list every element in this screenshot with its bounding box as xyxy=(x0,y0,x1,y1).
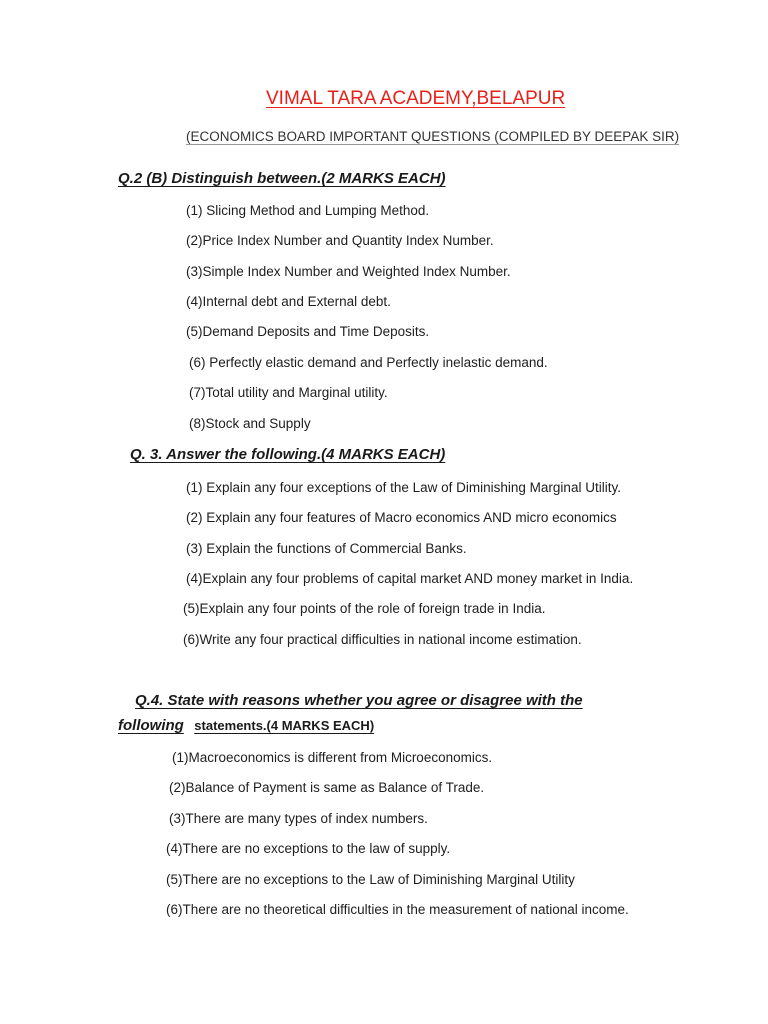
q3-item-2: (2) Explain any four features of Macro economics AND micro economics xyxy=(186,510,617,525)
q4-item-4: (4)There are no exceptions to the law of supply. xyxy=(166,841,451,856)
q2-item-2: (2)Price Index Number and Quantity Index Number. xyxy=(186,233,494,248)
q4-item-5: (5)There are no exceptions to the Law of Diminishing Marginal Utility xyxy=(166,872,575,887)
q4-heading-line1: Q.4. State with reasons whether you agree or disagree with the xyxy=(135,692,583,709)
q4-item-2: (2)Balance of Payment is same as Balance of Trade. xyxy=(169,780,485,795)
q3-item-3: (3) Explain the functions of Commercial Banks. xyxy=(186,541,467,556)
q4-item-3: (3)There are many types of index numbers. xyxy=(169,811,428,826)
q2-item-3: (3)Simple Index Number and Weighted Index Number. xyxy=(186,264,511,279)
q2-item-1: (1) Slicing Method and Lumping Method. xyxy=(186,203,430,218)
q4-heading-statements: statements.(4 MARKS EACH) xyxy=(194,718,375,733)
q2-item-6: (6) Perfectly elastic demand and Perfectly inelastic demand. xyxy=(189,355,548,370)
q3-item-6: (6)Write any four practical difficulties in national income estimation. xyxy=(183,632,582,647)
q4-heading-line2 xyxy=(118,717,374,735)
q2-heading: Q.2 (B) Distinguish between.(2 MARKS EACH) xyxy=(118,170,446,187)
q3-heading: Q. 3. Answer the following.(4 MARKS EACH) xyxy=(130,446,446,463)
q2-item-4: (4)Internal debt and External debt. xyxy=(186,294,391,309)
q2-item-5: (5)Demand Deposits and Time Deposits. xyxy=(186,324,430,339)
page-title: VIMAL TARA ACADEMY,BELAPUR xyxy=(266,88,566,109)
q4-item-1: (1)Macroeconomics is different from Microeconomics. xyxy=(172,750,493,765)
q3-item-1: (1) Explain any four exceptions of the Law of Diminishing Marginal Utility. xyxy=(186,480,621,495)
q2-item-7: (7)Total utility and Marginal utility. xyxy=(189,385,388,400)
q2-item-8: (8)Stock and Supply xyxy=(189,416,311,431)
q4-heading-following: following xyxy=(118,717,184,734)
q3-item-5: (5)Explain any four points of the role of foreign trade in India. xyxy=(183,601,546,616)
q3-item-4: (4)Explain any four problems of capital market AND money market in India. xyxy=(186,571,634,586)
page-subtitle: (ECONOMICS BOARD IMPORTANT QUESTIONS (COMPILED BY DEEPAK SIR) xyxy=(186,129,680,144)
q4-item-6: (6)There are no theoretical difficulties in the measurement of national income. xyxy=(166,902,629,917)
